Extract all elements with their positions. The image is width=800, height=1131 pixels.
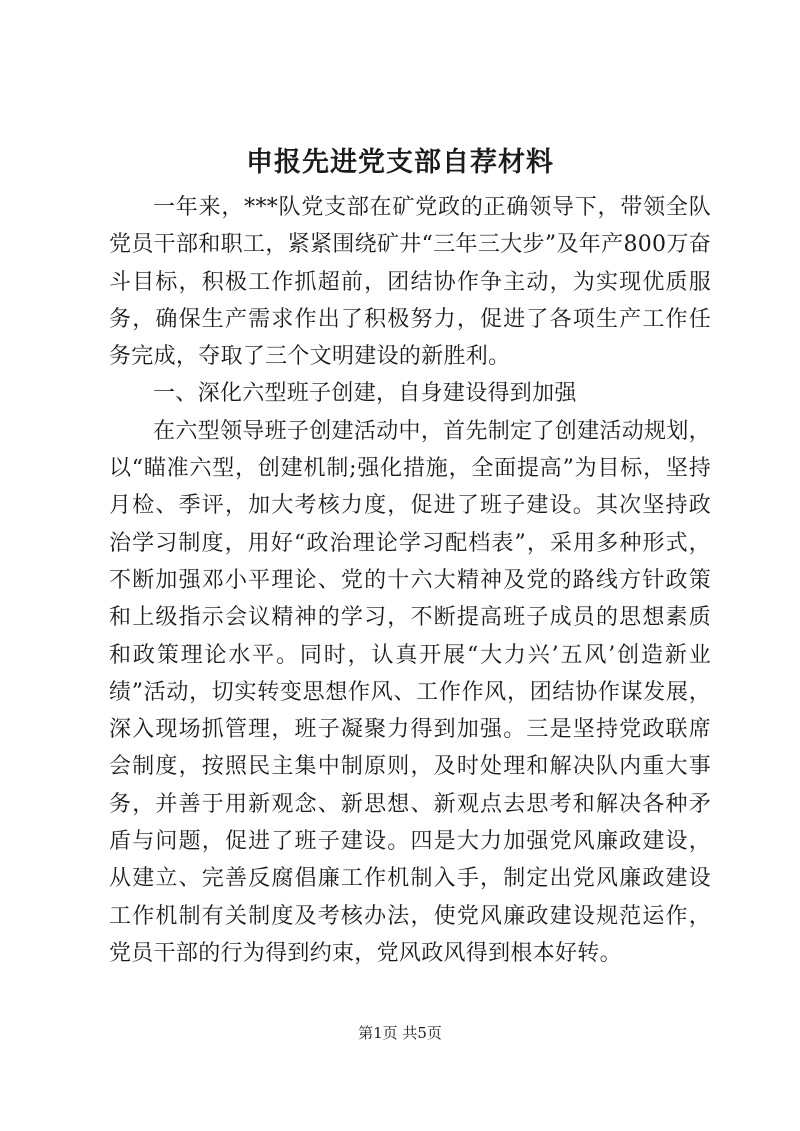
document-title: 申报先进党支部自荐材料: [246, 147, 554, 178]
page-footer: 第1页 共5页: [358, 1024, 442, 1042]
section-heading-1: 一、深化六型班子创建，自身建设得到加强: [153, 381, 577, 407]
paragraph-intro: 一年来，***队党支部在矿党政的正确领导下，带领全队党员干部和职工，紧紧围绕矿井“三年三大步”及年产800万奋斗目标，积极工作抓超前，团结协作争主动，为实现优质服务，确保生产需求作出了积极努力，促进了各项生产工作任务完成，夺取了三个文明建设的新胜利。: [109, 195, 711, 370]
paragraph-section-1: 在六型领导班子创建活动中，首先制定了创建活动规划，以“瞄准六型，创建机制;强化措施，全面提高”为目标，坚持月检、季评，加大考核力度，促进了班子建设。其次坚持政治学习制度，用好“政治理论学习配档表”，采用多种形式，不断加强邓小平理论、党的十六大精神及党的路线方针政策和上级指示会议精神的学习，不断提高班子成员的思想素质和政策理论水平。同时，认真开展“大力兴’五风’创造新业绩”活动，切实转变思想作风、工作作风，团结协作谋发展，深入现场抓管理，班子凝聚力得到加强。三是坚持党政联席会制度，按照民主集中制原则，及时处理和解决队内重大事务，并善于用新观念、新思想、新观点去思考和解决各种矛盾与问题，促进了班子建设。四是大力加强党风廉政建设，从建立、完善反腐倡廉工作机制入手，制定出党风廉政建设工作机制有关制度及考核办法，使党风廉政建设规范运作，党员干部的行为得到约束，党风政风得到根本好转。: [109, 418, 711, 966]
document-body: [109, 189, 711, 972]
